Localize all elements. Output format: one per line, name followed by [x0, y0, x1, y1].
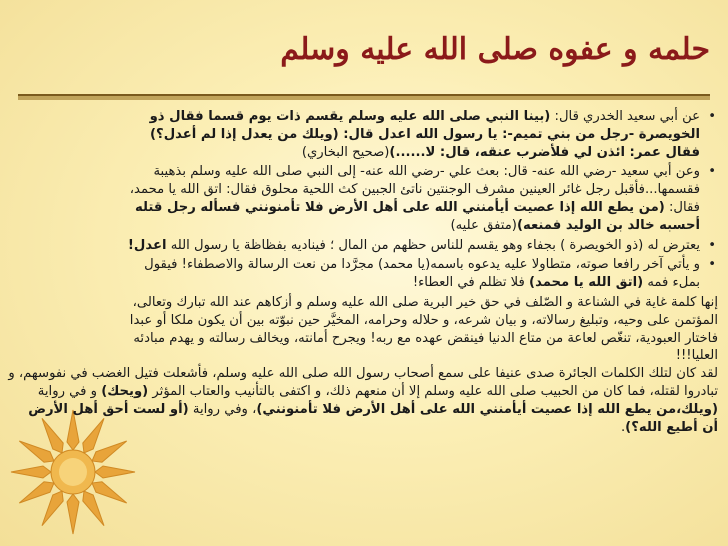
paragraph-1: إنها كلمة غاية في الشناعة و الصّلف في حق خير البرية صلى الله عليه وسلم و أزكاهم عند الله تبارك وتعالى، المؤتمن على وحيه، وتبليغ رسالاته، و بيان شرعه، و حلاله وحرامه، المخيَّر حين نبوّته بين أن يكون ملكا أو عبدا فاختار العبودية، تنغّص لعاعة من متاع الدنيا فينقض عهده مع ربه! ويجرح أمانته، ويخالف رسالته و يهدم مبادئه العليا!!! — [129, 294, 718, 364]
bullet-list — [120, 108, 718, 292]
title-divider — [18, 94, 710, 100]
slide-body — [8, 108, 718, 436]
list-item: • عن أبي سعيد الخدري قال: (بينا النبي صلى الله عليه وسلم يقسم ذات يوم قسما فقال ذو الخويصرة -رجل من بني تميم-: يا رسول الله اعدل قال: (ويلك من يعدل إذا لم أعدل؟) فقال عمر: ائذن لي فلأضرب عنقه، قال: لا......)(صحيح البخاري) — [120, 108, 718, 161]
list-item: • يعترض له (ذو الخويصرة ) بجفاء وهو يقسم للناس حظهم من المال ؛ فيناديه بفظاظة يا رسول الله اعدل! — [120, 237, 718, 255]
list-item: • و يأتي آخر رافعا صوته، متطاولا عليه يدعوه باسمه(يا محمد) مجرَّدا من نعت الرسالة والاصطفاء! فيقول بملء فمه (اتق الله يا محمد) فلا تظلم في العطاء! — [120, 256, 718, 292]
list-item: • وعن أبي سعيد -رضي الله عنه- قال: بعث علي -رضي الله عنه- إلى النبي صلى الله عليه وسلم بذهيبة فقسمها...فأقبل رجل غائر العينين مشرف الوجنتين ناتئ الجبين كث اللحية محلوق فقال: اتق الله يا محمد، فقال: (من يطع الله إذا عصيت أيأمنني الله على أهل الأرض فلا تأمنونني فسأله رجل قتله أحسبه خالد بن الوليد فمنعه)(متفق عليه) — [120, 163, 718, 234]
page-title: حلمه و عفوه صلى الله عليه وسلم — [280, 32, 710, 67]
paragraph-2: لقد كان لتلك الكلمات الجائرة صدى عنيفا على سمع أصحاب رسول الله صلى الله عليه وسلم، فأشعلت فتيل الغضب في نفوسهم، و تبادروا لقتله، فما كان من الحبيب صلى الله عليه وسلم إلا أن منعهم ذلك، و اكتفى بالتأنيب والعتاب المؤثر (ويحك) و في رواية (ويلك،من يطع الله إذا عصيت أيأمنني الله على أهل الأرض فلا تأمنونني)، وفي رواية (أو لست أحق أهل الأرض أن أطيع الله؟). — [8, 366, 718, 435]
